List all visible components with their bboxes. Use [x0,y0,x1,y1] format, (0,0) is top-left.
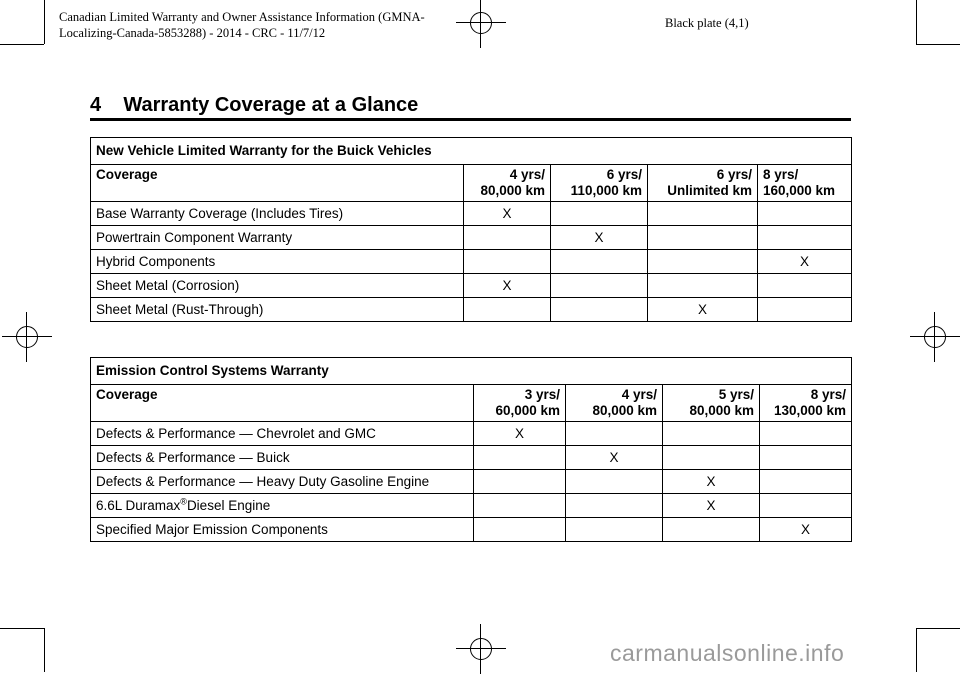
table-row [91,422,852,446]
coverage-mark: X [663,470,760,494]
table-row [91,226,852,250]
table-row [91,470,852,494]
coverage-mark [758,226,852,250]
column-header: 6 yrs/ Unlimited km [648,165,758,202]
coverage-mark [663,446,760,470]
coverage-mark: X [474,422,566,446]
plate-label: Black plate (4,1) [665,16,749,30]
row-label: Defects & Performance — Buick [91,446,474,470]
crop-mark [916,628,917,672]
coverage-mark [464,250,551,274]
crop-mark [0,628,44,629]
coverage-mark: X [760,518,852,542]
coverage-mark [648,226,758,250]
registration-mark-icon [920,322,950,352]
coverage-mark [551,274,648,298]
coverage-mark [474,446,566,470]
coverage-mark: X [663,494,760,518]
section-number: 4 [90,94,102,116]
coverage-mark: X [464,202,551,226]
table-caption: Emission Control Systems Warranty [91,358,852,385]
coverage-mark: X [566,446,663,470]
registered-mark: ® [180,496,187,507]
row-label: Defects & Performance — Chevrolet and GMC [91,422,474,446]
table-row [91,298,852,322]
crop-mark [916,0,917,44]
row-label-main: 6.6L Duramax [96,498,181,513]
row-label: Defects & Performance — Heavy Duty Gasoline Engine [91,470,474,494]
running-header [59,9,479,41]
coverage-mark: X [464,274,551,298]
coverage-mark [464,298,551,322]
row-label: Hybrid Components [91,250,464,274]
table-row [91,518,852,542]
column-header: 3 yrs/ 60,000 km [474,385,566,422]
table-caption: New Vehicle Limited Warranty for the Buick Vehicles [91,138,852,165]
coverage-mark [648,274,758,298]
registration-mark-icon [12,322,42,352]
coverage-mark [760,446,852,470]
coverage-mark [758,202,852,226]
row-label: Powertrain Component Warranty [91,226,464,250]
section-title [90,94,418,117]
table-row [91,494,852,518]
coverage-mark: X [648,298,758,322]
crop-mark [0,44,44,45]
coverage-mark [758,298,852,322]
coverage-header: Coverage [91,165,464,202]
table-header-row [91,385,852,422]
coverage-mark: X [551,226,648,250]
header-line-1: Canadian Limited Warranty and Owner Assistance Information (GMNA- [59,10,425,24]
registration-mark-icon [466,634,496,664]
vehicle-warranty-table [90,137,852,322]
column-header: 4 yrs/ 80,000 km [566,385,663,422]
coverage-mark [551,202,648,226]
emission-warranty-table [90,357,852,542]
row-label-rest: Diesel Engine [186,498,271,513]
coverage-mark [551,298,648,322]
coverage-mark [474,494,566,518]
coverage-mark [663,518,760,542]
title-rule [90,118,851,121]
coverage-mark [648,250,758,274]
row-label: Sheet Metal (Rust-Through) [91,298,464,322]
row-label [91,494,474,518]
coverage-mark [474,470,566,494]
table-row [91,202,852,226]
section-heading: Warranty Coverage at a Glance [123,94,419,116]
coverage-mark [566,470,663,494]
column-header: 5 yrs/ 80,000 km [663,385,760,422]
row-label: Base Warranty Coverage (Includes Tires) [91,202,464,226]
crop-mark [44,628,45,672]
coverage-mark [758,274,852,298]
crop-mark [916,628,960,629]
table-header-row [91,165,852,202]
coverage-mark [663,422,760,446]
crop-mark [916,44,960,45]
header-line-2: Localizing-Canada-5853288) - 2014 - CRC - 11/7/12 [59,26,326,40]
table-row [91,274,852,298]
column-header: 8 yrs/ 160,000 km [758,165,852,202]
row-label: Sheet Metal (Corrosion) [91,274,464,298]
row-label: Specified Major Emission Components [91,518,474,542]
coverage-mark [648,202,758,226]
coverage-mark [760,494,852,518]
coverage-mark [551,250,648,274]
coverage-mark [760,470,852,494]
coverage-header: Coverage [91,385,474,422]
crop-mark [44,0,45,44]
coverage-mark: X [758,250,852,274]
coverage-mark [474,518,566,542]
column-header: 6 yrs/ 110,000 km [551,165,648,202]
coverage-mark [566,494,663,518]
watermark: carmanualsonline.info [610,640,845,666]
coverage-mark [464,226,551,250]
column-header: 8 yrs/ 130,000 km [760,385,852,422]
table-row [91,250,852,274]
column-header: 4 yrs/ 80,000 km [464,165,551,202]
table-row [91,446,852,470]
coverage-mark [566,422,663,446]
coverage-mark [760,422,852,446]
coverage-mark [566,518,663,542]
